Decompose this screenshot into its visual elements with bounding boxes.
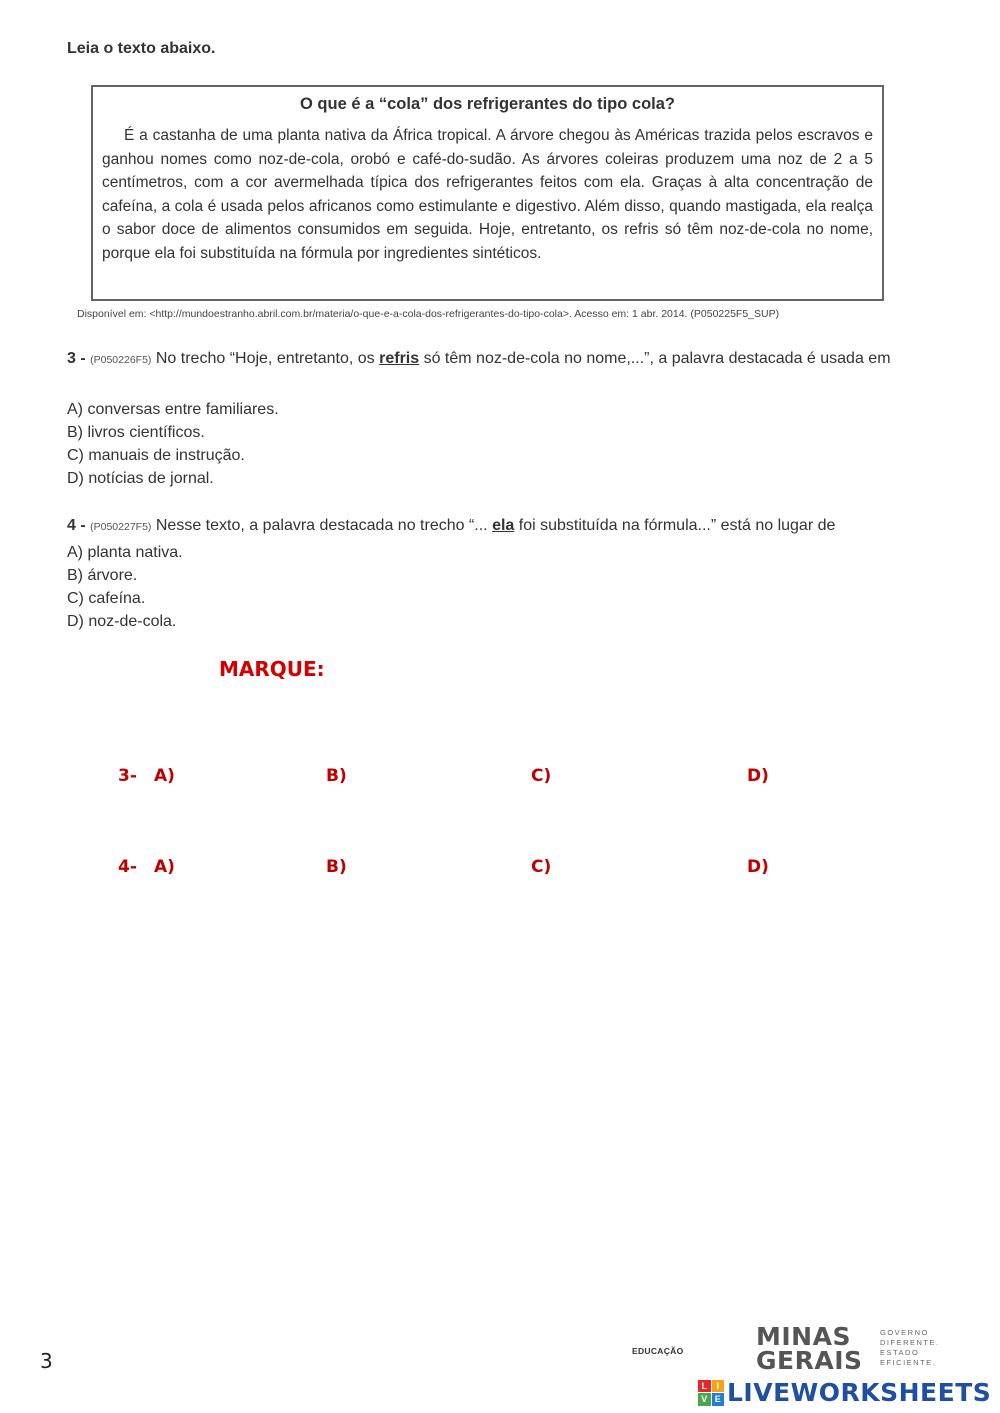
education-label: EDUCAÇÃO (632, 1346, 684, 1356)
tagline-line: DIFERENTE. (880, 1338, 940, 1347)
answer-3-choice-b[interactable]: B) (326, 766, 347, 786)
logo-line-1: MINAS (756, 1322, 851, 1351)
page-number: 3 (40, 1349, 53, 1373)
liveworksheets-wordmark: LIVEWORKSHEETS (727, 1378, 992, 1407)
question-text: só têm noz-de-cola no nome,...”, a palavra destacada é usada em (419, 350, 891, 367)
instruction-heading: Leia o texto abaixo. (67, 40, 216, 57)
question-3-stem (67, 347, 909, 372)
answer-3-choice-c[interactable]: C) (531, 766, 552, 786)
option-b: B) livros científicos. (67, 424, 205, 441)
icon-letter: E (712, 1393, 725, 1406)
answer-4-choice-b[interactable]: B) (326, 857, 347, 877)
answer-3-choice-d[interactable]: D) (747, 766, 769, 786)
question-4-options (67, 541, 183, 633)
liveworksheets-brand (698, 1378, 991, 1407)
option-d: D) notícias de jornal. (67, 470, 214, 487)
icon-letter: V (698, 1393, 711, 1406)
answer-4-choice-c[interactable]: C) (531, 857, 552, 877)
question-text: Nesse texto, a palavra destacada no trecho “... (155, 517, 493, 534)
liveworksheets-icon (698, 1380, 724, 1406)
reading-text-box (91, 85, 884, 301)
question-number: 4 - (67, 517, 86, 534)
icon-letter: L (698, 1380, 711, 1393)
answer-4-choice-a[interactable]: A) (154, 857, 175, 877)
option-d: D) noz-de-cola. (67, 613, 177, 630)
question-number: 3 - (67, 350, 86, 367)
answer-heading: MARQUE: (219, 657, 325, 681)
answer-row-label: 3- (118, 766, 137, 786)
tagline-line: EFICIENTE. (880, 1358, 937, 1367)
option-c: C) manuais de instrução. (67, 447, 245, 464)
question-code: (P050226F5) (90, 354, 152, 366)
source-citation: Disponível em: <http://mundoestranho.abril.com.br/materia/o-que-e-a-cola-dos-refrigerantes-do-tipo-cola>. Acesso em: 1 abr. 2014. (P050225F5_SUP) (77, 308, 780, 320)
option-c: C) cafeína. (67, 590, 146, 607)
highlighted-word: ela (492, 517, 515, 534)
question-text: foi substituída na fórmula...” está no lugar de (514, 517, 836, 534)
answer-row-label: 4- (118, 857, 137, 877)
government-tagline (880, 1328, 940, 1368)
text-body: É a castanha de uma planta nativa da África tropical. A árvore chegou às Américas trazida pelos escravos e ganhou nomes como noz-de-cola, orobó e café-do-sudão. As árvores coleiras produzem uma noz de 2 a 5 centímetros, com a cor avermelhada típica dos refrigerantes feitos com ela. Graças à alta concentração de cafeína, a cola é usada pelos africanos como estimulante e digestivo. Além disso, quando mastigada, ela realça o sabor doce de alimentos consumidos em seguida. Hoje, entretanto, os refris só têm noz-de-cola no nome, porque ela foi substituída na fórmula por ingredientes sintéticos. (102, 127, 873, 262)
text-title: O que é a “cola” dos refrigerantes do tipo cola? (300, 95, 675, 113)
logo-line-2: GERAIS (756, 1346, 863, 1375)
tagline-line: ESTADO (880, 1348, 920, 1357)
option-b: B) árvore. (67, 567, 138, 584)
option-a: A) conversas entre familiares. (67, 401, 279, 418)
question-4-stem (67, 514, 909, 539)
highlighted-word: refris (379, 350, 420, 367)
answer-3-choice-a[interactable]: A) (154, 766, 175, 786)
option-a: A) planta nativa. (67, 544, 183, 561)
question-text: No trecho “Hoje, entretanto, os (155, 350, 380, 367)
question-3-options (67, 398, 279, 490)
answer-4-choice-d[interactable]: D) (747, 857, 769, 877)
icon-letter: I (712, 1380, 725, 1393)
tagline-line: GOVERNO (880, 1328, 929, 1337)
question-code: (P050227F5) (90, 521, 152, 533)
